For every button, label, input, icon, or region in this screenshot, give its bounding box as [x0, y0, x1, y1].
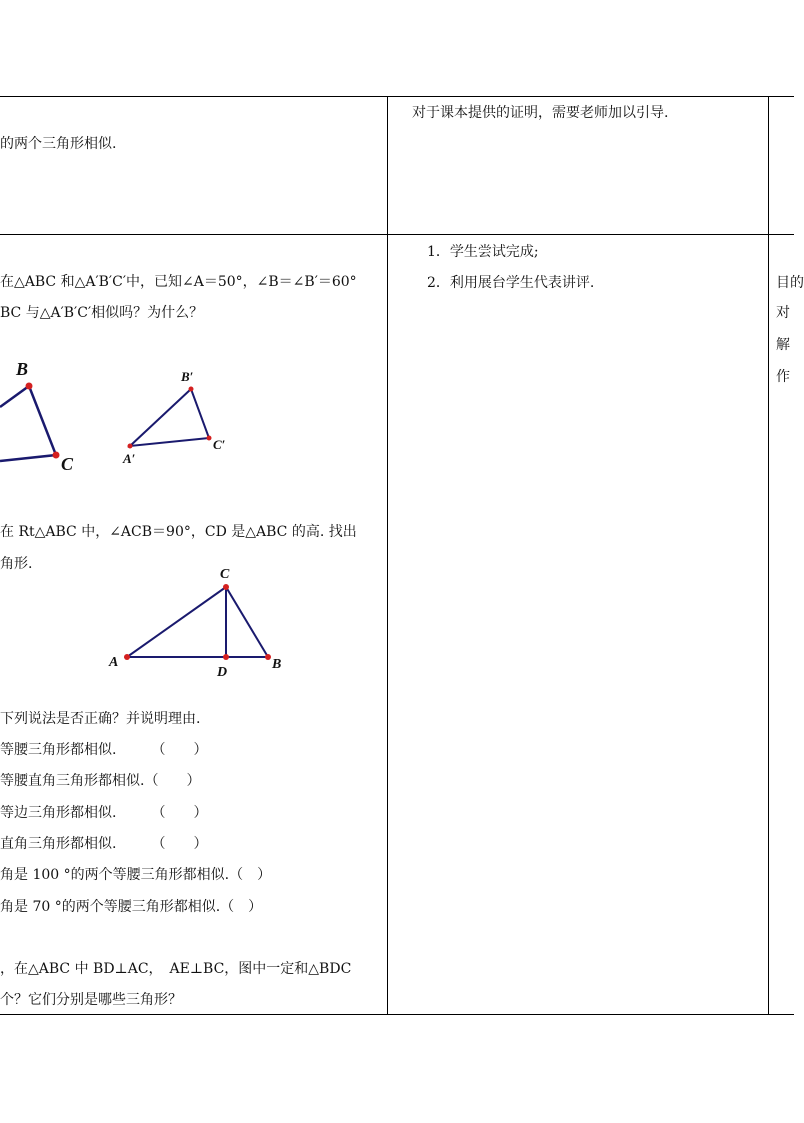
purpose-line-2: 对 [776, 305, 790, 321]
row1-left-text: 的两个三角形相似. [0, 136, 117, 152]
q3-item-2: 等腰直角三角形都相似.（ ） [0, 773, 201, 789]
vertex-label-b-prime: B′ [181, 369, 194, 384]
vertex-label-c-prime: C′ [213, 437, 226, 452]
vertex-label-b: B [272, 657, 282, 672]
vertex-label-c: C [220, 567, 230, 582]
q3-item-3: 等边三角形都相似. （ ） [0, 805, 208, 821]
vertex-label-c: C [61, 454, 74, 474]
q2-line-1: 在 Rt△ABC 中，∠ACB＝90°，CD 是△ABC 的高. 找出 [0, 524, 357, 540]
q1-line-1: 在△ABC 和△A′B′C′中，已知∠A＝50°，∠B＝∠B′＝60° [0, 274, 357, 290]
q1-triangle-a-prime-figure [118, 365, 238, 470]
vertex-label-a: A [109, 655, 119, 670]
q3-title: 下列说法是否正确？并说明理由. [0, 711, 201, 727]
table-top-border [0, 96, 794, 97]
q1-triangle-abc-figure [0, 355, 100, 475]
purpose-line-3: 解 [776, 337, 790, 353]
q3-item-6: 角是 70 °的两个等腰三角形都相似.（ ） [0, 899, 263, 915]
table-bottom-border [0, 1014, 794, 1015]
column-divider-2 [768, 96, 769, 1015]
purpose-line-4: 作 [776, 369, 790, 385]
row-divider [0, 234, 794, 235]
row1-middle-text: 对于课本提供的证明，需要老师加以引导. [412, 105, 669, 121]
vertex-label-d: D [217, 665, 228, 680]
q4-line-1: ，在△ABC 中 BD⊥AC， AE⊥BC，图中一定和△BDC [0, 961, 352, 977]
q3-item-5: 角是 100 °的两个等腰三角形都相似.（ ） [0, 867, 272, 883]
column-divider-1 [387, 96, 388, 1015]
q2-right-triangle-figure [100, 560, 300, 685]
q3-item-1: 等腰三角形都相似. （ ） [0, 742, 208, 758]
purpose-line-1: 目的 [776, 275, 804, 291]
q2-line-2: 角形. [0, 556, 33, 572]
vertex-label-b: B [16, 359, 29, 379]
q3-item-4: 直角三角形都相似. （ ） [0, 836, 208, 852]
q4-line-2: 个？它们分别是哪些三角形？ [0, 992, 182, 1008]
vertex-label-a-prime: A′ [123, 451, 136, 466]
q1-line-2: BC 与△A′B′C′相似吗？为什么？ [0, 305, 204, 321]
step-2-text: 2．利用展台学生代表讲评. [427, 275, 595, 291]
step-1-text: 1．学生尝试完成; [427, 244, 539, 260]
